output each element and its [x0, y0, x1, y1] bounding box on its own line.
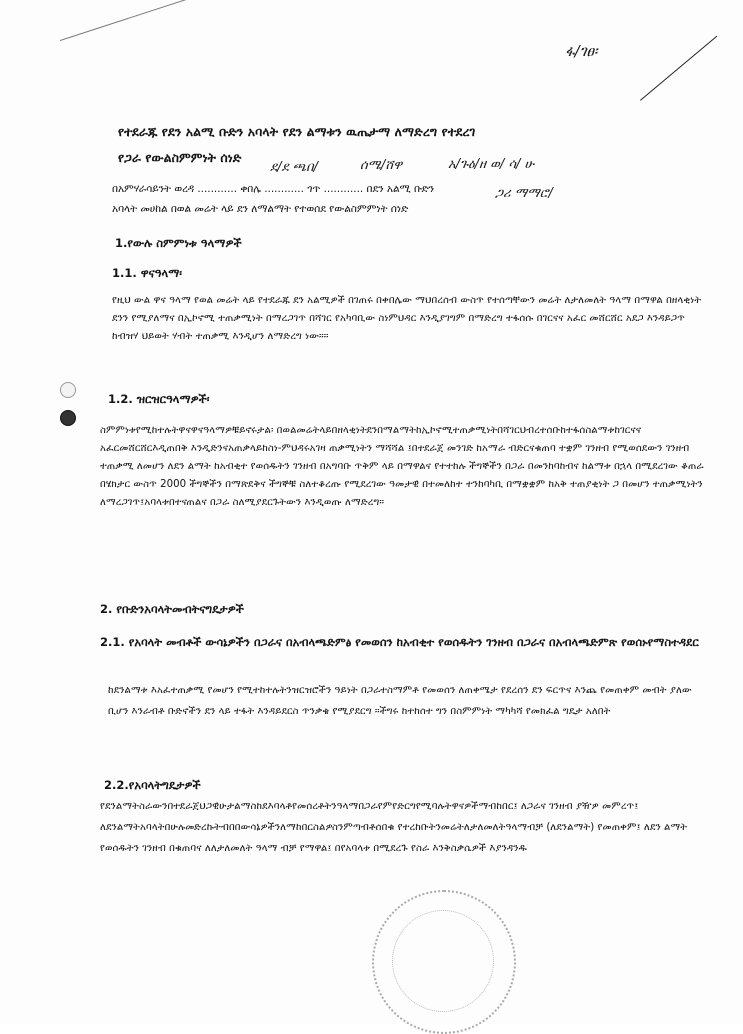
handwritten-fill-kebele: አ/ጉዕ/ዘ ወ/ ሳ/ ሁ — [448, 157, 535, 172]
section-body: ከደንልማቱ እአፈተጠቃሚ የመሆን የሚተከተሉትንዝርዝሮችን ዓይነት በጋራተስማምቶ የመወሰን ለጠቀሜታ የደረሰን ደን ፍርጥና እንጨ የመጠቀም መብት ያለው ቢሆን እንራብቶ ቡድኖችን ደን ላይ ተፋት እንዳይደርስ ጥንቃቄ የሚያደርግ ።ችግሩ ከተከሰተ ግን በስምምነት ማካካሻ የመክፈል ግዴታ አለበት — [108, 685, 692, 717]
section-body: የደንልማትስራውንበተደራጀህጋዊሁታልማስከደእባላቶየመሰረቶትንዓላማበጋራየምየድርግየሚባሉትዋናዎችማብከበር፤ ለጋራና ገንዘብ ያዥዎ መምረጥ፤ ለደንልማትአባላትበሁሉመድረኩትብበበውሳኔዎችንለማከበርስልዎስንምጣብቶሰበቁ የተረከቡትንመሬትለታለመለትዓላማብቻ (ለደንልማት) የመጠቀም፤ ለደን ልማት የወሰዱትን ገንዘብ በቁጠባና ለለታለመለት ዓላማ ብቻ የማዋል፤ በየአባላቱ በሚደረጉ የስራ እንቅስቃሴዎች እያንዳንዱ — [100, 801, 688, 854]
section-body: የዚህ ውል ዋና ዓላማ የወል መሬት ላይ የተደራጁ ደን አልሚዎች በገጠሩ በቀበሌው ማህበረሰብ ውስጥ የተሰጣቸውን መሬት ለታለመለት ዓላማ በማዋል በዘላቂነት ደንን የሚያለማና በኢኮኖሚ ተጠቃሚነት በማረጋገጥ በሻገር የአካባቢው ስነምህዳር እንዲያገግም በማድረግ ተፋሰሱ በገርናና አፈር መሸርሸር አደጋ እንዳይጋጥ ከብዝሃ ህይወት ሃብት ተጠቃሚ እንዲሆን ለማድረግ ነው።። — [112, 295, 702, 342]
handwritten-page-note: ፋ/ገፀ፡ — [565, 42, 598, 60]
official-stamp — [372, 890, 516, 1034]
section-heading: 2.2.የአባላትግዴታዎች — [104, 778, 201, 792]
section-heading: 2. የቡድንአባላትመብትናግዴታዎች — [100, 602, 244, 616]
pen-stroke — [640, 36, 717, 101]
punch-hole — [60, 410, 76, 426]
section-heading: 1.1. ዋናዓላማ፡ — [112, 266, 183, 280]
handwritten-fill-woreda: ደ/ደ ጫበ/ — [270, 160, 318, 175]
document-title: የተደራጁ የደን አልሚ ቡድን አባላት የደን ልማቱን ዉጤታማ ለማድረግ የተደረገ — [118, 124, 476, 139]
section-heading: 2.1. የአባላት መብቶች ውሳኔዎችን በጋራና በአብላጫድምፅ የመወሰን ከአብቂተ የወሰዱትን ገንዘብ በጋራና በአብላጫድምጽ የወሰኑየማስተዳደር — [100, 635, 699, 649]
section-heading: 1.2. ዝርዝርዓላማዎች፡ — [108, 392, 210, 406]
official-stamp-inner-ring — [392, 910, 494, 1012]
handwritten-fill-got: ጋሪ ማማሮ/ — [495, 186, 553, 201]
section-heading: 1.የውሉ ስምምነቱ ዓላማዎች — [115, 236, 242, 250]
section-body: ስምምነቱየሚከተሉትዋናዋናዓላማዎቹይኖሩታል፡ በወልመሬትላይበዘላቂነትደንበማልማትከኢኮኖሚተጠቃሚነትበሻገርህብረተሰቡከተፋሰስልማቱከገርናና አፈርመሸርሸርእዲጠበቅ እንዲድንናአጠቃላይከስነ-ምህዳሩአገዛ ጠቃሚነትን ማሻሻል ፤በተደራጀ መንገድ ከአማራ ብድርናቁጠባ ተቋም ገንዘብ የሚወሰደውን ገንዘብ ተጠቃሚ ለመሆን ለደን ልማት ከአብቂተ የወሰዱትን ገንዘብ በአግባቡ ጥቅም ላይ በማዋልና የተተከሉ ችግኞችን በጋራ በመንከባከብና ከልማቱ በኋላ በሚደረገው ቆጠራ በሄክታር ውስጥ 2000 ችግኞችን በማጽደቅና ችግኞቹ ስለተቆረጡ የሚደረገው ዓመታዊ በተመለከተ ተንከባካቢ በማቋቋም ከአቅ ተጠያቂነት ጋ በመሆን ተጠቃሚነትን ለማረጋገጥ፤አባላቱበተናጠልና በጋራ ስለሚያደርጉትውን እንዲወጡ ለማድረግ። — [100, 425, 704, 508]
intro-line-1: በአምሃራሳይንት ወረዳ ............ ቀበሌ ............ ጎጥ ............ በደን አልሚ ቡድን — [112, 183, 435, 195]
document-subtitle: የጋራ የውልስምምነት ሰነድ — [118, 150, 242, 165]
scan-fold-mark — [60, 0, 215, 79]
handwritten-fill-zone: ሰሜ/ሸዋ — [360, 158, 403, 173]
punch-hole — [60, 382, 76, 398]
intro-line-2: አባላት መሀከል በወል መሬት ላይ ደን ለማልማት የተወሰደ የውልስምምነት ሰነድ — [112, 203, 409, 215]
